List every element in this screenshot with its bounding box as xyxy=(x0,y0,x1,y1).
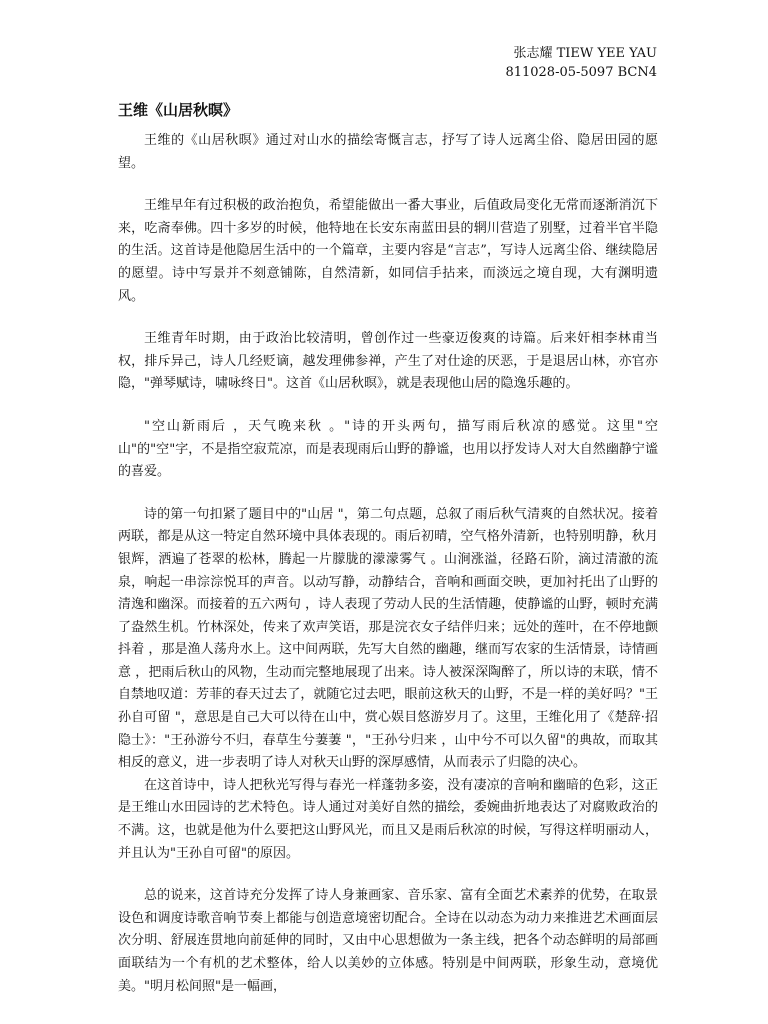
essay-title: 王维《山居秋暝》 xyxy=(118,101,239,119)
paragraph-intro: 王维的《山居秋暝》通过对山水的描绘寄慨言志，抒写了诗人远离尘俗、隐居田园的愿望。 xyxy=(118,133,658,171)
essay-body xyxy=(118,130,658,998)
author-name: 张志耀 TIEW YEE YAU xyxy=(513,46,657,61)
paragraph-analysis: 诗的第一句扣紧了题目中的"山居 "，第二句点题，总叙了雨后秋气清爽的自然状况。接着两联，都是从这一特定自然环境中具体表现的。雨后初晴，空气格外清新，也特别明静，秋月银辉，洒遍了苍翠的松林，腾起一片朦胧的濛濛雾气 。山涧涨溢，径路石阶，滴过清澈的流泉，响起一串淙淙悦耳的声音。以动写静，动静结合，音响和画面交映，更加衬托出了山野的清逸和幽深。而接着的五六两句 ，诗人表现了劳动人民的生活情趣，使静谧的山野，顿时充满了盎然生机。竹林深处，传来了欢声笑语，那是浣衣女子结伴归来；远处的莲叶，在不停地颤抖着 ，那是渔人荡舟水上。这中间两联，先写大自然的幽趣，继而写农家的生活情景，诗情画意 ，把雨后秋山的风物，生动而完整地展现了出来。诗人被深深陶醉了，所以诗的末联，情不自禁地叹道：芳菲的春天过去了，就随它过去吧，眼前这秋天的山野，不是一样的美好吗？"王孙自可留 "，意思是自己大可以待在山中，赏心娱目悠游岁月了。这里，王维化用了《楚辞·招隐士》："王孙游兮不归，春草生兮萋萋 "，"王孙兮归来 ，山中兮不可以久留"的典故，而取其相反的意义，进一步表明了诗人对秋天山野的深厚感情，从而表示了归隐的决心。 xyxy=(118,506,658,771)
author-header xyxy=(505,44,657,82)
paragraph-opening-lines: "空山新雨后 ，天气晚来秋 。"诗的开头两句，描写雨后秋凉的感觉。这里"空山"的"空"字，不是指空寂荒凉，而是表现雨后山野的静谧，也用以抒发诗人对大自然幽静宁谧的喜爱。 xyxy=(118,418,658,480)
paragraph-background: 王维早年有过积极的政治抱负，希望能做出一番大事业，后值政局变化无常而逐渐消沉下来，吃斋奉佛。四十多岁的时候，他特地在长安东南蓝田县的辋川营造了别墅，过着半官半隐的生活。这首诗是他隐居生活中的一个篇章，主要内容是“言志”，写诗人远离尘俗、继续隐居的愿望。诗中写景并不刻意铺陈，自然清新，如同信手拈来，而淡远之境自现，大有渊明遗风。 xyxy=(118,198,658,304)
paragraph-youth: 王维青年时期，由于政治比较清明，曾创作过一些豪迈俊爽的诗篇。后来奸相李林甫当权，排斥异己，诗人几经贬谪，越发理佛参禅，产生了对仕途的厌恶，于是退居山林，亦官亦隐，"弹琴赋诗，啸咏终日"。这首《山居秋暝》，就是表现他山居的隐逸乐趣的。 xyxy=(118,331,658,392)
paragraph-artistic-feature: 在这首诗中，诗人把秋光写得与春光一样蓬勃多姿，没有凄凉的音响和幽暗的色彩，这正是王维山水田园诗的艺术特色。诗人通过对美好自然的描绘，委婉曲折地表达了对腐败政治的不满。这，也就是他为什么要把这山野风光，而且又是雨后秋凉的时候，写得这样明丽动人，并且认为"王孙自可留"的原因。 xyxy=(118,777,658,861)
student-id: 811028-05-5097 BCN4 xyxy=(505,65,657,80)
paragraph-summary: 总的说来，这首诗充分发挥了诗人身兼画家、音乐家、富有全面艺术素养的优势，在取景设色和调度诗歌音响节奏上都能与创造意境密切配合。全诗在以动态为动力来推进艺术画面层次分明、舒展连贯地向前延伸的同时，又由中心思想做为一条主线，把各个动态鲜明的局部画面联结为一个有机的艺术整体，给人以美妙的立体感。特别是中间两联，形象生动，意境优美。"明月松间照"是一幅画， xyxy=(118,888,658,994)
